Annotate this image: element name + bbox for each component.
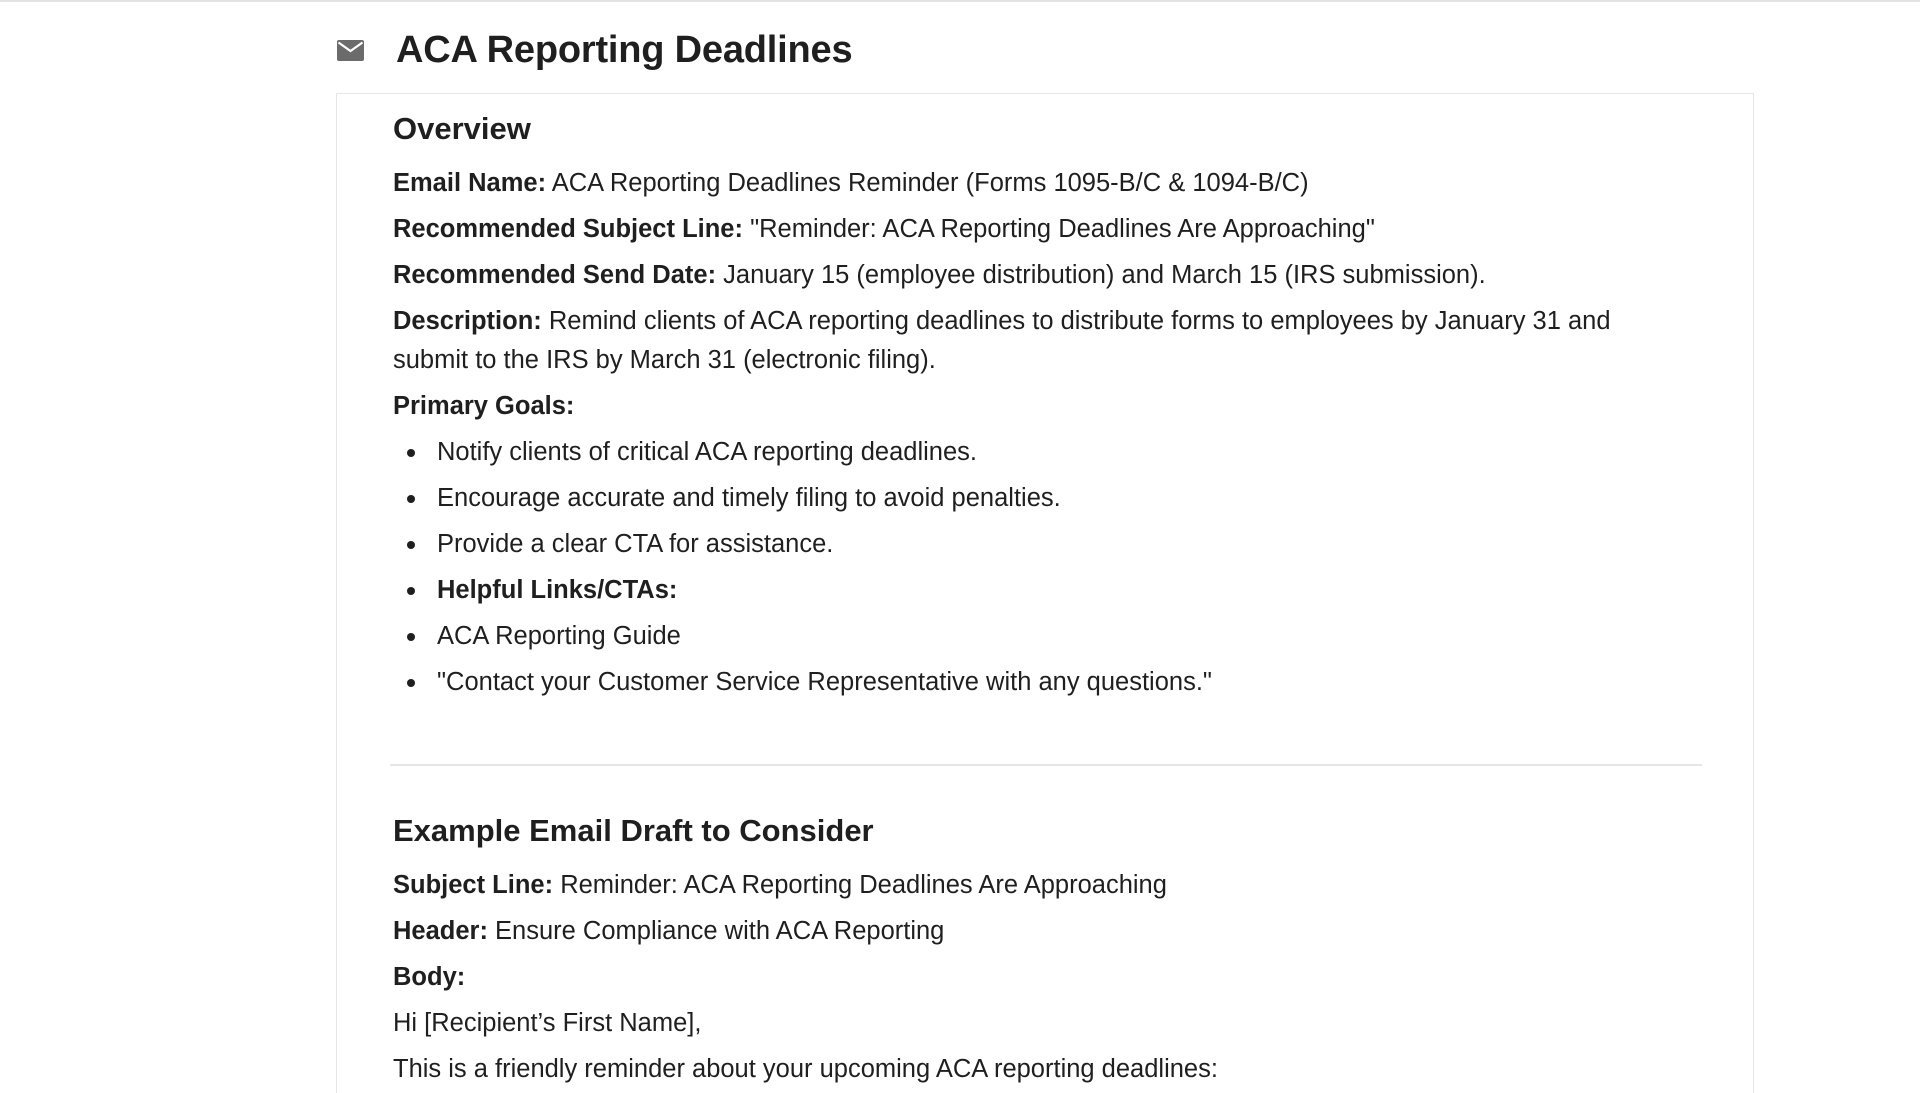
list-item: Provide a clear CTA for assistance. [437, 521, 1703, 567]
subject-line-label: Recommended Subject Line: [393, 215, 743, 243]
draft-header-row [393, 908, 1703, 954]
draft-header-value: Ensure Compliance with ACA Reporting [495, 917, 945, 945]
primary-goals-row [393, 383, 1703, 429]
helpful-links-label: Helpful Links/CTAs: [437, 576, 678, 604]
top-divider [0, 0, 1920, 2]
description-value-line1: Remind clients of ACA reporting deadlines to distribute forms to employees by January 31 and [548, 307, 1611, 335]
description-label: Description: [393, 307, 542, 335]
description-row [393, 302, 1703, 380]
draft-subject-label: Subject Line: [393, 871, 554, 899]
draft-intro: This is a friendly reminder about your upcoming ACA reporting deadlines: [393, 1055, 1218, 1083]
draft-body-label: Body: [393, 963, 466, 991]
list-item: Notify clients of critical ACA reporting deadlines. [437, 429, 1703, 475]
list-item [437, 567, 1703, 613]
draft-heading: Example Email Draft to Consider [393, 813, 874, 848]
send-date-label: Recommended Send Date: [393, 261, 717, 289]
email-name-value: ACA Reporting Deadlines Reminder (Forms 1095-B/C & 1094-B/C) [551, 169, 1309, 197]
draft-greeting: Hi [Recipient’s First Name], [393, 1009, 702, 1037]
page-title: ACA Reporting Deadlines [396, 28, 853, 71]
list-item: Encourage accurate and timely filing to avoid penalties. [437, 475, 1703, 521]
draft-body-row [393, 954, 1703, 1000]
subject-line-value: "Reminder: ACA Reporting Deadlines Are Approaching" [750, 215, 1375, 243]
subject-line-row [393, 206, 1703, 252]
draft-subject-row [393, 862, 1703, 908]
section-divider [390, 764, 1702, 766]
page-header [337, 22, 852, 78]
draft-header-label: Header: [393, 917, 488, 945]
overview-heading: Overview [393, 111, 531, 146]
email-draft-section [393, 808, 1703, 1092]
description-value-line2: submit to the IRS by March 31 (electronic filing). [393, 346, 936, 374]
primary-goals-label: Primary Goals: [393, 392, 575, 420]
mail-icon [337, 39, 364, 61]
list-item: ACA Reporting Guide [437, 613, 1703, 659]
send-date-row [393, 252, 1703, 298]
overview-section [393, 106, 1703, 705]
send-date-value: January 15 (employee distribution) and March 15 (IRS submission). [723, 261, 1486, 289]
email-name-row [393, 160, 1703, 206]
draft-subject-value: Reminder: ACA Reporting Deadlines Are Approaching [560, 871, 1167, 899]
email-name-label: Email Name: [393, 169, 547, 197]
list-item: "Contact your Customer Service Representative with any questions." [437, 659, 1703, 705]
goals-list [393, 429, 1703, 705]
